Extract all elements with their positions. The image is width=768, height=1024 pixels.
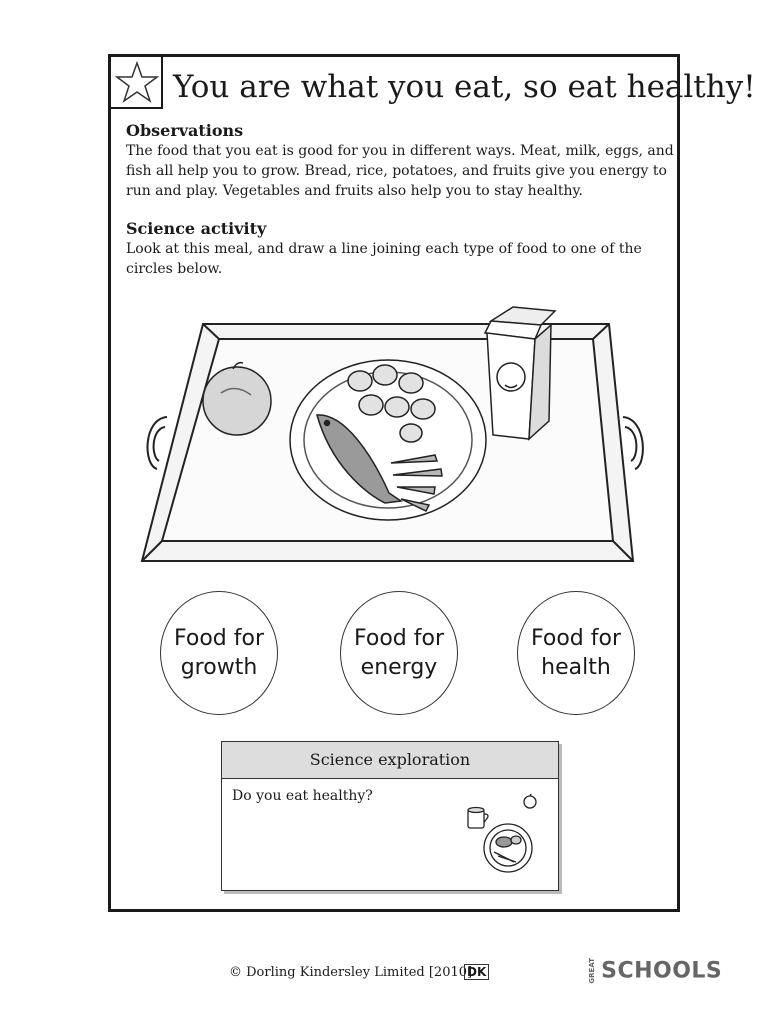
title-row <box>111 57 756 113</box>
exploration-heading: Science exploration <box>222 742 558 779</box>
observations-heading: Observations <box>126 121 244 140</box>
science-exploration-box <box>221 741 559 891</box>
observations-text: The food that you eat is good for you in different ways. Meat, milk, eggs, and fish all help you to grow. Bread, rice, potatoes, and fruits give you energy to run and play. Vegetables and fruits also help you to stay healthy. <box>126 143 674 199</box>
circle-label-health: Food for health <box>531 626 621 680</box>
activity-heading: Science activity <box>126 219 267 238</box>
circle-food-for-growth <box>160 591 278 715</box>
activity-text: Look at this meal, and draw a line joining each type of food to one of the circles below. <box>126 241 642 277</box>
worksheet <box>108 54 756 912</box>
dk-logo: DK <box>464 964 489 980</box>
star-icon <box>111 57 163 109</box>
circle-food-for-energy <box>340 591 458 715</box>
exploration-question: Do you eat healthy? <box>232 788 373 804</box>
greatschools-logo <box>589 958 722 984</box>
healthy-plate-icon <box>464 794 544 876</box>
circle-label-growth: Food for growth <box>174 626 264 680</box>
greatschools-logo-big: SCHOOLS <box>601 958 723 984</box>
copyright-footer: © Dorling Kindersley Limited [2010] <box>229 965 473 980</box>
meal-tray-illustration <box>135 289 655 571</box>
circle-label-energy: Food for energy <box>354 626 444 680</box>
page-title: You are what you eat, so eat healthy! <box>173 69 756 105</box>
greatschools-logo-small: GREAT <box>588 958 596 984</box>
circle-food-for-health <box>517 591 635 715</box>
